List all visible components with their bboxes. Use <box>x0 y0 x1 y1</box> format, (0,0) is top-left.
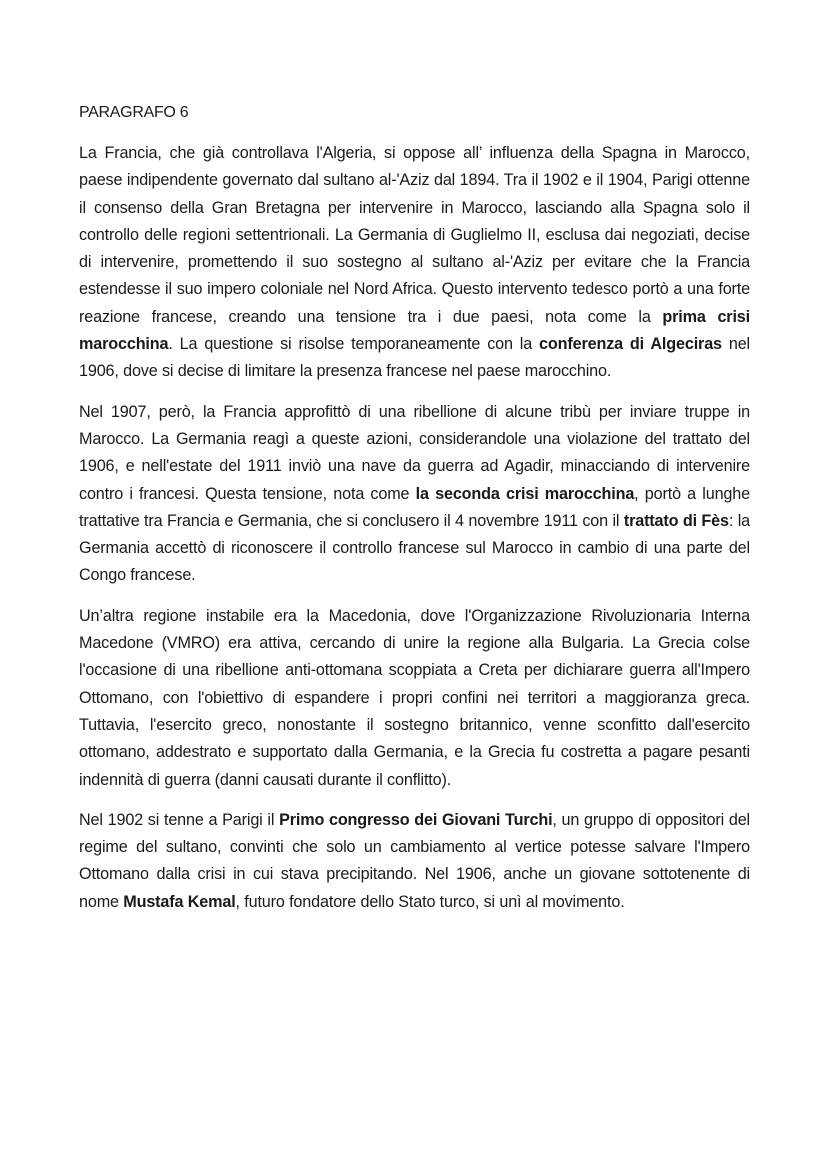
bold-term: conferenza di Algeciras <box>539 335 722 354</box>
paragraph-moroccan-crisis-1 <box>79 140 750 386</box>
paragraph-moroccan-crisis-2 <box>79 399 750 590</box>
text-run: , un gruppo di oppositori del regime del sultano, convinti che solo un cambiamento al vertice potesse salvare l'Impero Ottomano dalla crisi in cui stava precipitando. Nel 1906, anche un giovane sottotenente di nome <box>79 810 750 911</box>
section-heading: PARAGRAFO 6 <box>79 104 189 121</box>
text-run: : la Germania accettò di riconoscere il controllo francese sul Marocco in cambio di una parte del Congo francese. <box>79 511 751 585</box>
bold-term: la seconda crisi marocchina <box>415 484 635 503</box>
text-run: nel 1906, dove si decise di limitare la presenza francese nel paese marocchino. <box>79 335 751 381</box>
text-run: . La questione si risolse temporaneamente con la <box>168 335 540 354</box>
text-run: , futuro fondatore dello Stato turco, si unì al movimento. <box>235 892 625 911</box>
bold-term: prima crisi marocchina <box>79 307 750 354</box>
bold-term: Primo congresso dei Giovani Turchi <box>279 810 553 829</box>
text-run: La Francia, che già controllava l'Algeria, si oppose all’ influenza della Spagna in Marocco, paese indipendente governato dal sultano al-'Aziz dal 1894. Tra il 1902 e il 1904, Parigi ottenne il consenso della Gran Bretagna per intervenire in Marocco, lasciando alla Spagna solo il controllo delle regioni settentrionali. La Germania di Guglielmo II, esclusa dai negoziati, decise di intervenire, promettendo il suo sostegno al sultano al-'Aziz per evitare che la Francia estendesse il suo impero coloniale nel Nord Africa. Questo intervento tedesco portò a una forte reazione francese, creando una tensione tra i due paesi, nota come la <box>79 144 750 326</box>
bold-term: Mustafa Kemal <box>123 892 236 911</box>
document-page <box>79 99 750 929</box>
text-run: Un’altra regione instabile era la Macedonia, dove l'Organizzazione Rivoluzionaria Interna Macedone (VMRO) era attiva, cercando di unire la regione alla Bulgaria. La Grecia colse l'occasione di una ribellione anti-ottomana scoppiata a Creta per dichiarare guerra all'Impero Ottomano, con l'obiettivo di espandere i propri confini nei territori a maggioranza greca. Tuttavia, l'esercito greco, nonostante il sostegno britannico, venne sconfitto dall'esercito ottomano, addestrato e supportato dalla Germania, e la Grecia fu costretta a pagare pesanti indennità di guerra (danni causati durante il conflitto). <box>79 606 750 789</box>
text-run: Nel 1902 si tenne a Parigi il <box>79 810 280 829</box>
text-run: , portò a lunghe trattative tra Francia e Germania, che si conclusero il 4 novembre 1911 con il <box>79 484 750 530</box>
bold-term: trattato di Fès <box>623 511 729 530</box>
paragraph-young-turks <box>79 807 750 916</box>
text-run: Nel 1907, però, la Francia approfittò di una ribellione di alcune tribù per inviare truppe in Marocco. La Germania reagì a queste azioni, considerandole una violazione del trattato del 1906, e nell'estate del 1911 inviò una nave da guerra ad Agadir, minacciando di intervenire contro i francesi. Questa tensione, nota come <box>79 402 750 503</box>
paragraph-macedonia <box>79 603 750 794</box>
